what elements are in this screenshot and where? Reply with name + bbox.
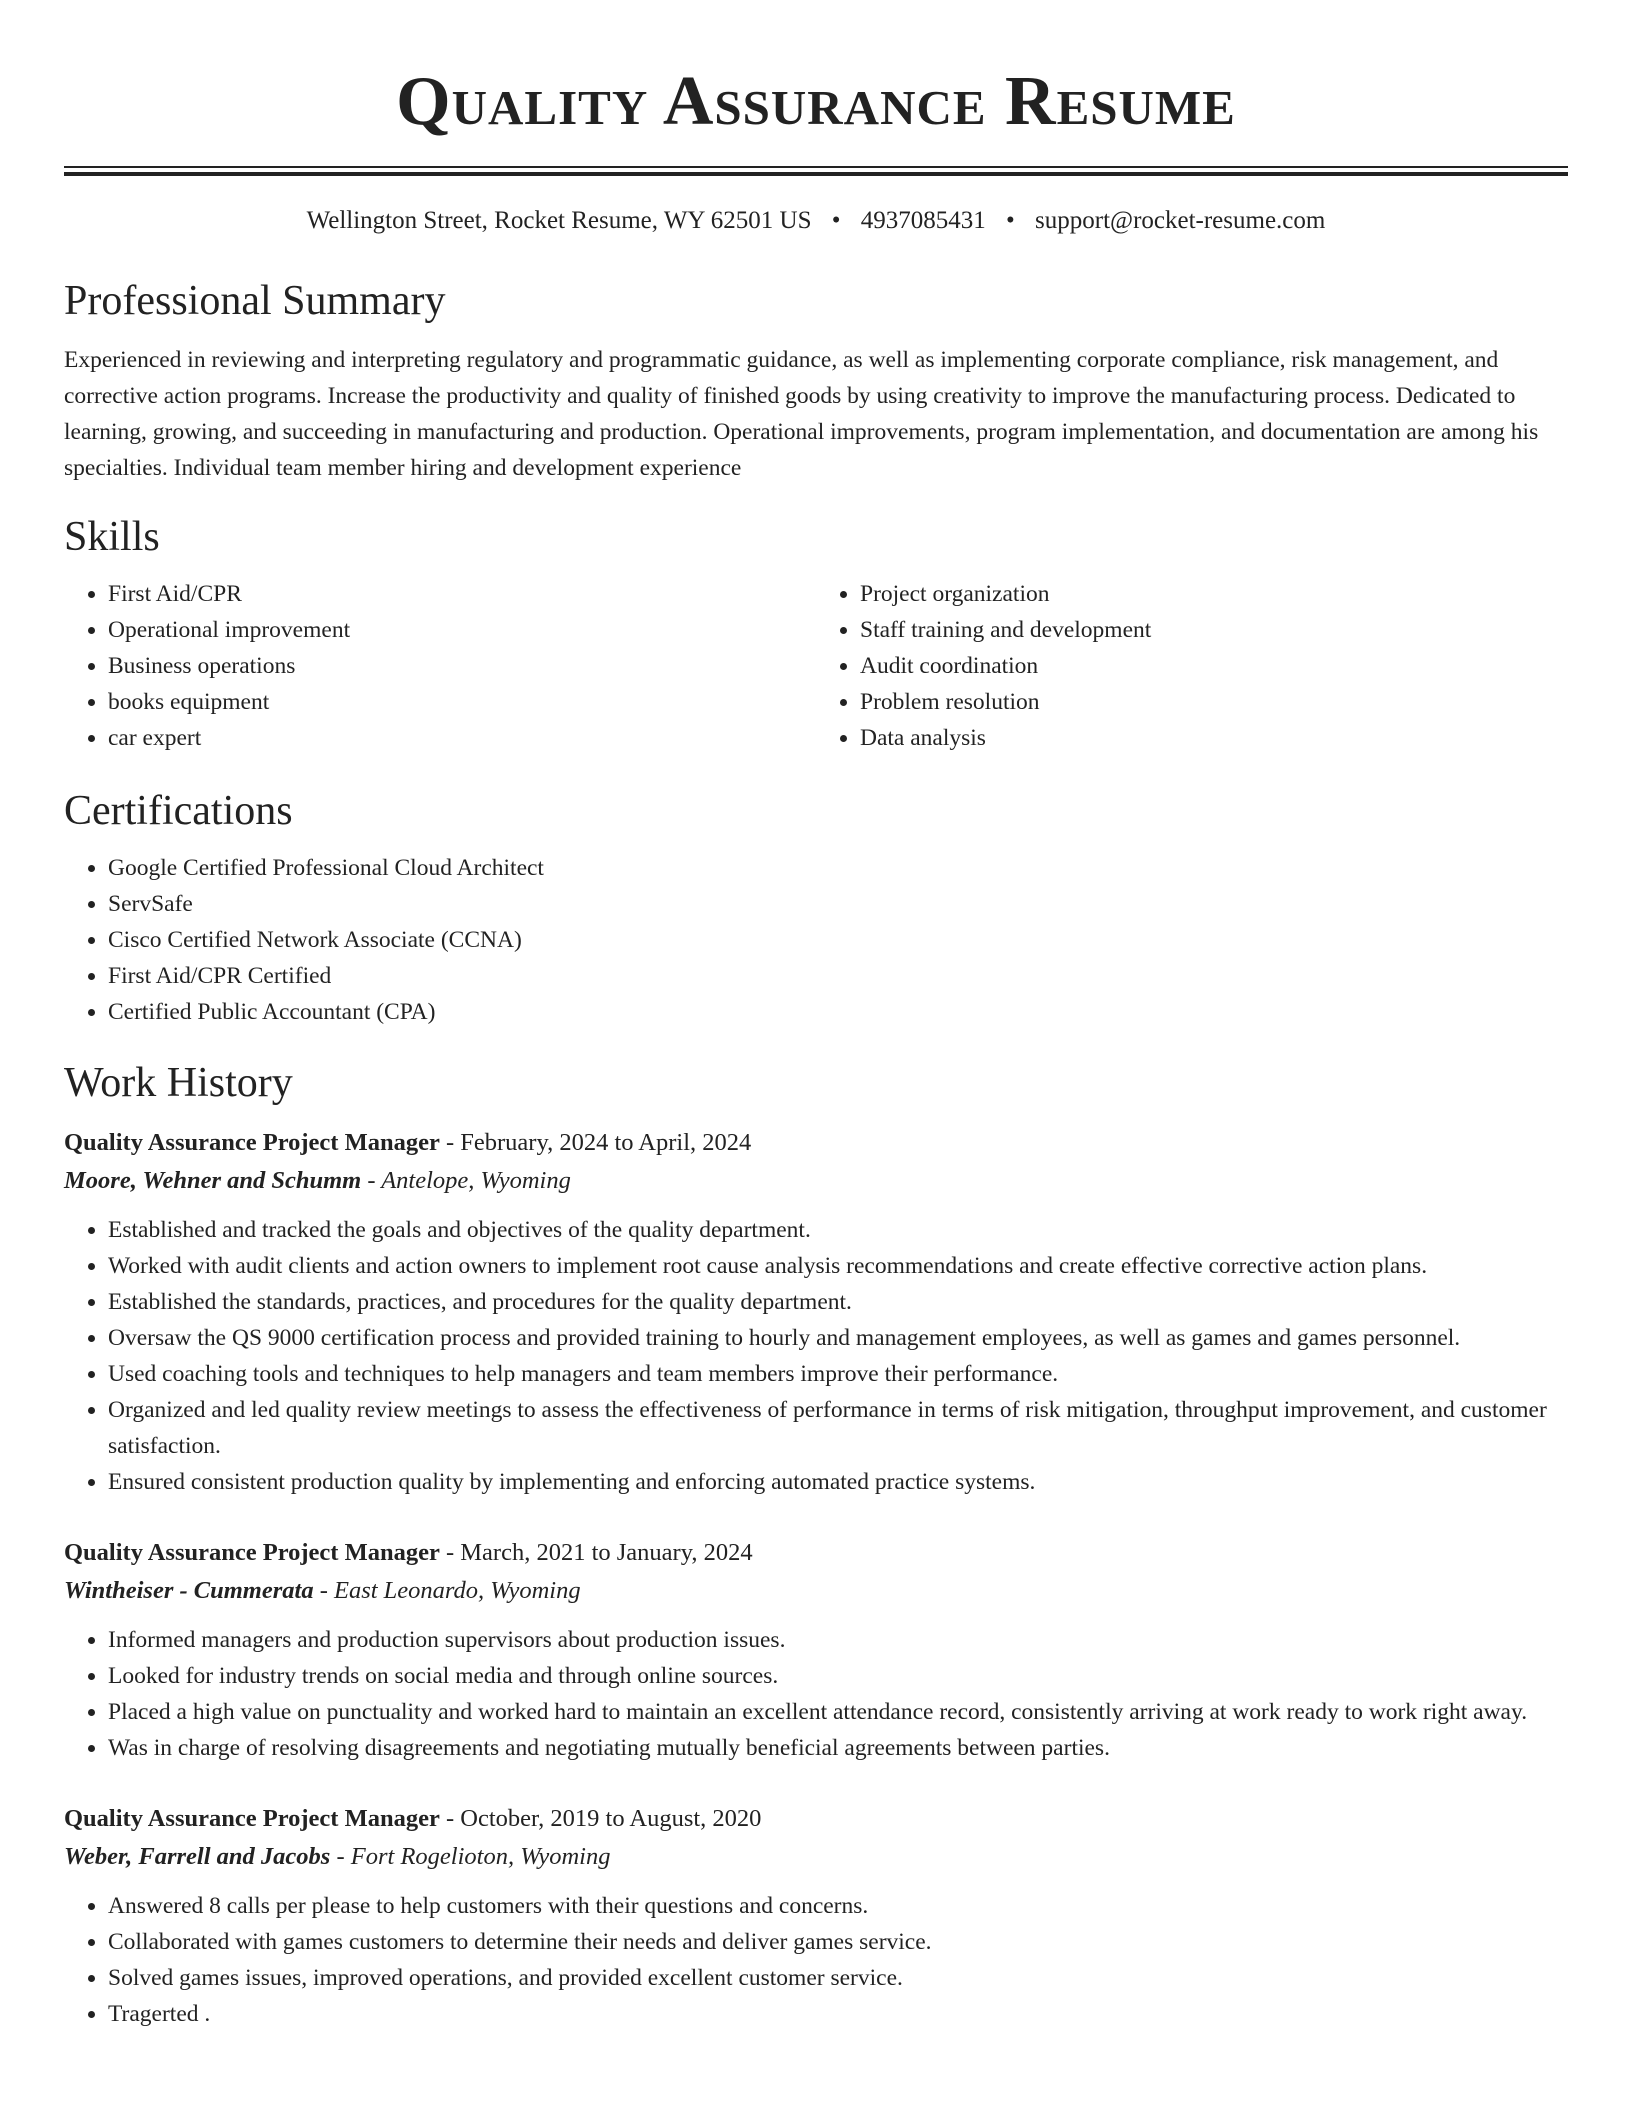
job-company-line: Wintheiser - Cummerata - East Leonardo, Wyoming bbox=[64, 1577, 581, 1604]
skill-item: • car expert bbox=[108, 720, 816, 756]
job-dates: March, 2021 to January, 2024 bbox=[460, 1539, 753, 1566]
job-bullet: • Placed a high value on punctuality and worked hard to maintain an excellent attendance record, consistently arriving at work ready to work right away. bbox=[108, 1694, 1568, 1730]
skills-grid bbox=[64, 576, 1568, 756]
job-bullets bbox=[64, 1888, 1568, 2032]
summary-heading: Professional Summary bbox=[64, 278, 446, 324]
job-bullet: • Ensured consistent production quality by implementing and enforcing automated practice systems. bbox=[108, 1464, 1568, 1500]
job-bullet: • Collaborated with games customers to determine their needs and deliver games service. bbox=[108, 1924, 1568, 1960]
skill-item: • Data analysis bbox=[860, 720, 1568, 756]
job-title: Quality Assurance Project Manager bbox=[64, 1539, 440, 1566]
job-company: Weber, Farrell and Jacobs bbox=[64, 1843, 331, 1870]
certification-item: • Google Certified Professional Cloud Architect bbox=[108, 850, 1568, 886]
resume-title: Quality Assurance Resume bbox=[396, 63, 1236, 140]
job-location: East Leonardo, Wyoming bbox=[334, 1577, 581, 1604]
certifications-list bbox=[64, 850, 1568, 1030]
job-company: Moore, Wehner and Schumm bbox=[64, 1167, 362, 1194]
job-bullet: • Oversaw the QS 9000 certification process and provided training to hourly and management employees, as well as games and games personnel. bbox=[108, 1320, 1568, 1356]
job-location: Fort Rogelioton, Wyoming bbox=[350, 1843, 611, 1870]
job-bullet: • Organized and led quality review meetings to assess the effectiveness of performance in terms of risk mitigation, throughput improvement, and customer satisfaction. bbox=[108, 1392, 1568, 1464]
contact-address: Wellington Street, Rocket Resume, WY 62501 US bbox=[306, 207, 812, 234]
certification-item: • First Aid/CPR Certified bbox=[108, 958, 1568, 994]
contact-separator: • bbox=[831, 207, 841, 234]
skill-item: • Problem resolution bbox=[860, 684, 1568, 720]
certifications-section bbox=[64, 786, 1568, 1030]
work-history-section bbox=[64, 1058, 1568, 2032]
certification-item: • Cisco Certified Network Associate (CCNA) bbox=[108, 922, 1568, 958]
certification-item: • ServSafe bbox=[108, 886, 1568, 922]
summary-section bbox=[64, 276, 1568, 486]
contact-email: support@rocket-resume.com bbox=[1035, 207, 1326, 234]
job-title: Quality Assurance Project Manager bbox=[64, 1805, 440, 1832]
job-company-line: Moore, Wehner and Schumm - Antelope, Wyoming bbox=[64, 1167, 571, 1194]
contact-phone: 4937085431 bbox=[860, 207, 986, 234]
contact-separator: • bbox=[1006, 207, 1015, 234]
job-dates: February, 2024 to April, 2024 bbox=[460, 1129, 752, 1156]
job-bullet: • Used coaching tools and techniques to help managers and team members improve their performance. bbox=[108, 1356, 1568, 1392]
job-bullet: • Solved games issues, improved operations, and provided excellent customer service. bbox=[108, 1960, 1568, 1996]
job-bullet: • Was in charge of resolving disagreements and negotiating mutually beneficial agreements between parties. bbox=[108, 1730, 1568, 1766]
skills-list-right bbox=[816, 576, 1568, 756]
work-history-heading: Work History bbox=[64, 1060, 293, 1106]
job-company: Wintheiser - Cummerata bbox=[64, 1577, 314, 1604]
job-bullets bbox=[64, 1622, 1568, 1766]
skill-item: • Staff training and development bbox=[860, 612, 1568, 648]
skills-section bbox=[64, 512, 1568, 756]
job-bullet: • Informed managers and production supervisors about production issues. bbox=[108, 1622, 1568, 1658]
job-company-line: Weber, Farrell and Jacobs - Fort Rogelioton, Wyoming bbox=[64, 1843, 611, 1870]
job-dates: October, 2019 to August, 2020 bbox=[460, 1805, 762, 1832]
job-entry bbox=[64, 1124, 1568, 1500]
skill-item: • First Aid/CPR bbox=[108, 576, 816, 612]
title-divider bbox=[64, 166, 1568, 176]
job-title-line: Quality Assurance Project Manager - March, 2021 to January, 2024 bbox=[64, 1539, 753, 1566]
skill-item: • Operational improvement bbox=[108, 612, 816, 648]
divider-thin-line bbox=[64, 166, 1568, 168]
certification-item: • Certified Public Accountant (CPA) bbox=[108, 994, 1568, 1030]
skill-item: • Audit coordination bbox=[860, 648, 1568, 684]
job-bullet: • Looked for industry trends on social media and through online sources. bbox=[108, 1658, 1568, 1694]
job-bullet: • Established and tracked the goals and objectives of the quality department. bbox=[108, 1212, 1568, 1248]
skill-item: • books equipment bbox=[108, 684, 816, 720]
job-entry bbox=[64, 1800, 1568, 2032]
job-bullets bbox=[64, 1212, 1568, 1500]
summary-text: Experienced in reviewing and interpreting regulatory and programmatic guidance, as well as implementing corporate compliance, risk management, and corrective action programs. Increase the productivity and quality of finished goods by using creativity to improve the manufacturing process. Dedicated to learning, growing, and succeeding in manufacturing and production. Operational improvements, program implementation, and documentation are among his specialties. Individual team member hiring and development experience bbox=[64, 347, 1539, 481]
job-entry bbox=[64, 1534, 1568, 1766]
job-title-line: Quality Assurance Project Manager - February, 2024 to April, 2024 bbox=[64, 1129, 752, 1156]
skills-list-left bbox=[64, 576, 816, 756]
skill-item: • Project organization bbox=[860, 576, 1568, 612]
job-bullet: • Tragerted . bbox=[108, 1996, 1568, 2032]
certifications-heading: Certifications bbox=[64, 788, 293, 834]
skill-item: • Business operations bbox=[108, 648, 816, 684]
job-location: Antelope, Wyoming bbox=[381, 1167, 571, 1194]
skills-heading: Skills bbox=[64, 514, 160, 560]
job-bullet: • Answered 8 calls per please to help customers with their questions and concerns. bbox=[108, 1888, 1568, 1924]
contact-line bbox=[64, 206, 1568, 236]
divider-thick-line bbox=[64, 172, 1568, 176]
job-title: Quality Assurance Project Manager bbox=[64, 1129, 440, 1156]
job-bullet: • Established the standards, practices, and procedures for the quality department. bbox=[108, 1284, 1568, 1320]
job-bullet: • Worked with audit clients and action owners to implement root cause analysis recommendations and create effective corrective action plans. bbox=[108, 1248, 1568, 1284]
job-title-line: Quality Assurance Project Manager - October, 2019 to August, 2020 bbox=[64, 1805, 762, 1832]
